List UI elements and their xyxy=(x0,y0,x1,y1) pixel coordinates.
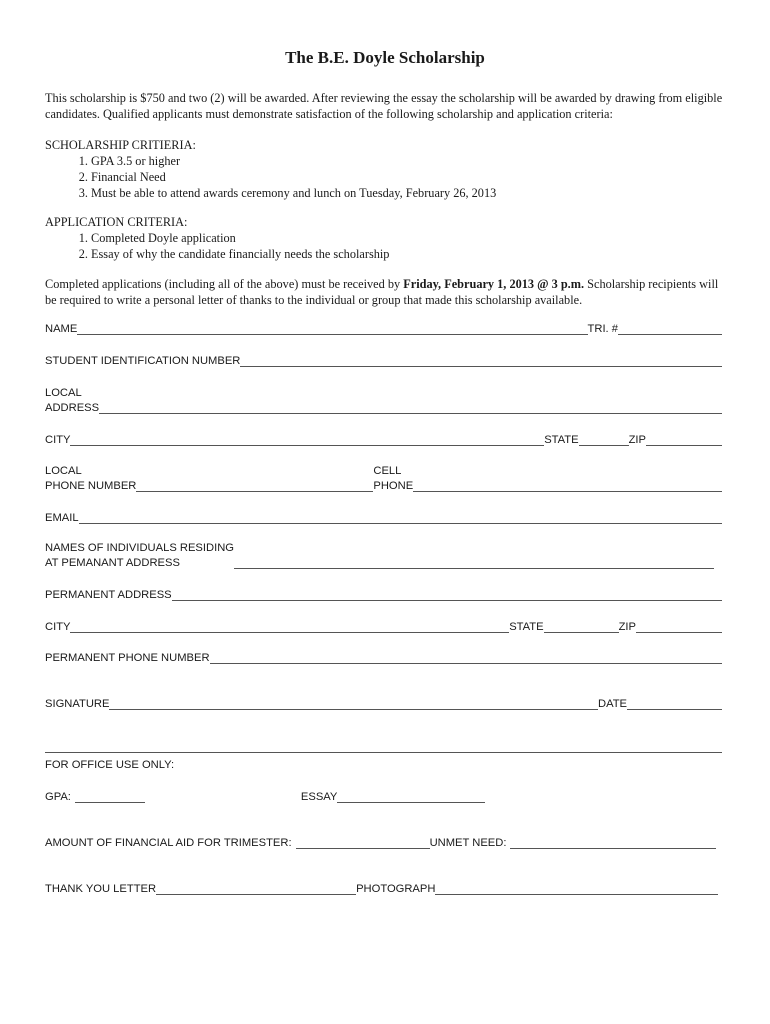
local-address-label-line1: LOCAL xyxy=(45,387,82,399)
signature-row xyxy=(45,697,722,712)
local-address-label xyxy=(45,386,99,416)
office-essay-label: ESSAY xyxy=(300,791,338,803)
date-input-line[interactable] xyxy=(627,698,722,710)
office-gpa-essay-row xyxy=(45,790,485,805)
office-unmet-input-line[interactable] xyxy=(510,837,716,849)
names-residing-label-line2: AT PEMANANT ADDRESS xyxy=(45,557,180,569)
city-row xyxy=(45,433,722,448)
permanent-state-input-line[interactable] xyxy=(544,621,619,633)
permanent-zip-label: ZIP xyxy=(618,621,636,633)
permanent-address-input-line[interactable] xyxy=(172,589,722,601)
local-phone-label-line2: PHONE NUMBER xyxy=(45,480,137,492)
permanent-zip-input-line[interactable] xyxy=(636,621,722,633)
office-separator-line xyxy=(45,752,722,753)
permanent-phone-row xyxy=(45,651,722,666)
cell-phone-label xyxy=(373,464,413,494)
application-criteria-heading: APPLICATION CRITERIA: xyxy=(45,215,188,229)
list-item: 3. Must be able to attend awards ceremony and lunch on Tuesday, February 26, 2013 xyxy=(91,185,496,201)
tri-input-line[interactable] xyxy=(618,323,722,335)
tri-label: TRI. # xyxy=(587,323,618,335)
list-item: 2. Financial Need xyxy=(91,169,496,185)
office-essay-input-line[interactable] xyxy=(337,791,485,803)
scholarship-criteria-section xyxy=(45,137,496,201)
zip-label: ZIP xyxy=(628,434,646,446)
intro-paragraph: This scholarship is $750 and two (2) will be awarded. After reviewing the essay the scholarship will be awarded by drawing from eligible candidates. Qualified applicants must demonstrate satisfaction of the following scholarship and application criteria: xyxy=(45,91,723,121)
signature-input-line[interactable] xyxy=(109,698,598,710)
names-residing-label-line1: NAMES OF INDIVIDUALS RESIDING xyxy=(45,542,234,554)
permanent-city-input-line[interactable] xyxy=(70,621,509,633)
deadline-paragraph xyxy=(45,276,730,308)
office-use-heading: FOR OFFICE USE ONLY: xyxy=(45,759,175,771)
email-row xyxy=(45,511,722,526)
names-residing-label xyxy=(45,541,234,571)
list-item: 1. GPA 3.5 or higher xyxy=(91,153,496,169)
cell-phone-input-line[interactable] xyxy=(413,480,722,492)
deadline-text-before: Completed applications (including all of the above) must be received by xyxy=(45,277,404,291)
scholarship-criteria-heading: SCHOLARSHIP CRITIERIA: xyxy=(45,138,196,152)
email-input-line[interactable] xyxy=(79,512,722,524)
office-gpa-input-line[interactable] xyxy=(75,791,145,803)
permanent-address-row xyxy=(45,588,722,603)
application-criteria-list xyxy=(45,230,389,262)
office-thank-you-input-line[interactable] xyxy=(156,883,356,895)
office-photograph-label: PHOTOGRAPH xyxy=(356,883,436,895)
scholarship-criteria-list xyxy=(45,153,496,201)
office-unmet-label: UNMET NEED: xyxy=(429,837,507,849)
name-row xyxy=(45,322,722,337)
office-gpa-label: GPA: xyxy=(45,791,71,803)
local-address-label-line2: ADDRESS xyxy=(45,402,100,414)
names-residing-input-line[interactable] xyxy=(234,557,714,569)
permanent-address-label: PERMANENT ADDRESS xyxy=(45,589,172,601)
email-label: EMAIL xyxy=(45,512,79,524)
phone-row xyxy=(45,464,722,494)
name-input-line[interactable] xyxy=(77,323,587,335)
local-address-input-line[interactable] xyxy=(99,402,722,414)
permanent-phone-label: PERMANENT PHONE NUMBER xyxy=(45,652,210,664)
student-id-input-line[interactable] xyxy=(240,355,722,367)
state-label: STATE xyxy=(544,434,579,446)
office-photograph-input-line[interactable] xyxy=(435,883,718,895)
permanent-city-row xyxy=(45,620,722,635)
student-id-label: STUDENT IDENTIFICATION NUMBER xyxy=(45,355,241,367)
application-criteria-section xyxy=(45,214,389,262)
local-phone-label-line1: LOCAL xyxy=(45,465,82,477)
deadline-text-after: Scholarship recipients will be required to write a personal letter of thanks to the individual or group that made this scholarship available. xyxy=(45,277,719,307)
office-aid-input-line[interactable] xyxy=(296,837,430,849)
permanent-city-label: CITY xyxy=(45,621,71,633)
office-thank-you-label: THANK YOU LETTER xyxy=(45,883,157,895)
permanent-phone-input-line[interactable] xyxy=(210,652,722,664)
page-title: The B.E. Doyle Scholarship xyxy=(285,48,485,67)
list-item: 1. Completed Doyle application xyxy=(91,230,389,246)
office-aid-label: AMOUNT OF FINANCIAL AID FOR TRIMESTER: xyxy=(45,837,292,849)
deadline-date: Friday, February 1, 2013 @ 3 p.m. xyxy=(403,277,585,291)
local-phone-label xyxy=(45,464,136,494)
date-label: DATE xyxy=(597,698,627,710)
cell-phone-label-line2: PHONE xyxy=(373,480,414,492)
name-label: NAME xyxy=(45,323,78,335)
list-item: 2. Essay of why the candidate financially needs the scholarship xyxy=(91,246,389,262)
city-input-line[interactable] xyxy=(70,434,544,446)
office-aid-row xyxy=(45,836,716,851)
zip-input-line[interactable] xyxy=(646,434,722,446)
local-address-row xyxy=(45,386,722,416)
office-letter-row xyxy=(45,882,718,897)
local-phone-input-line[interactable] xyxy=(136,480,373,492)
state-input-line[interactable] xyxy=(579,434,629,446)
cell-phone-label-line1: CELL xyxy=(373,465,402,477)
permanent-state-label: STATE xyxy=(509,621,544,633)
city-label: CITY xyxy=(45,434,71,446)
signature-label: SIGNATURE xyxy=(45,698,110,710)
names-residing-row xyxy=(45,541,722,571)
student-id-row xyxy=(45,354,722,369)
